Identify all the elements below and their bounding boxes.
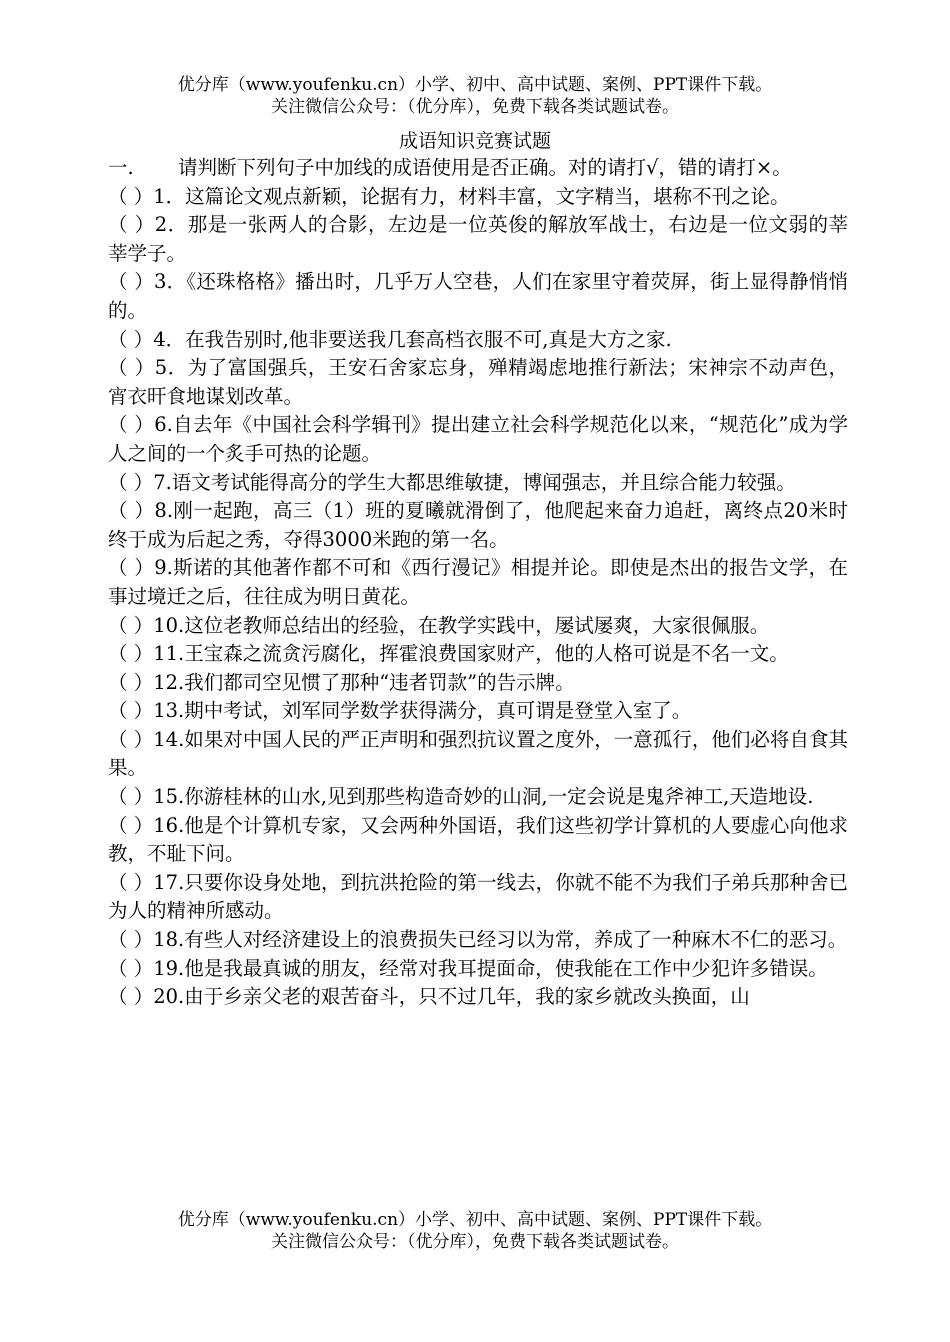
question-item-17: （ ）17.只要你设身处地，到抗洪抢险的第一线去，你就不能不为我们子弟兵那种舍已为人的精神所感动。 [108, 870, 848, 923]
page-footer [0, 1209, 950, 1253]
question-item-12: （ ）12.我们都司空见惯了那种“违者罚款”的告示牌。 [108, 670, 575, 694]
question-item-16: （ ）16.他是个计算机专家，又会两种外国语，我们这些初学计算机的人要虚心向他求教，不耻下问。 [108, 813, 848, 866]
question-item-2: （ ）2．那是一张两人的合影，左边是一位英俊的解放军战士，右边是一位文弱的莘莘学子。 [108, 213, 848, 265]
question-item-20: （ ）20.由于乡亲父老的艰苦奋斗，只不过几年，我的家乡就改头换面，山 [108, 985, 750, 1009]
footer-line-1: 优分库（www.youfenku.cn）小学、初中、高中试题、案例、PPT课件下载。 [177, 1210, 773, 1230]
question-item-11: （ ）11.王宝森之流贪污腐化，挥霍浪费国家财产，他的人格可说是不名一文。 [108, 642, 789, 666]
document-title: 成语知识竞赛试题 [398, 130, 551, 152]
question-item-10: （ ）10.这位老教师总结出的经验，在教学实践中，屡试屡爽，大家很佩服。 [108, 613, 770, 637]
question-item-15: （ ）15.你游桂林的山水,见到那些构造奇妙的山洞,一定会说是鬼斧神工,天造地设. [108, 785, 814, 809]
question-item-9: （ ）9.斯诺的其他著作都不可和《西行漫记》相提并论。即使是杰出的报告文学，在事过境迁之后，往往成为明日黄花。 [108, 556, 848, 608]
question-item-14: （ ）14.如果对中国人民的严正声明和强烈抗议置之度外，一意孤行，他们必将自食其果。 [108, 727, 848, 780]
question-item-7: （ ）7.语文考试能得高分的学生大都思维敏捷，博闻强志，并且综合能力较强。 [108, 470, 796, 494]
question-item-3: （ ）3．《还珠格格》播出时，几乎万人空巷，人们在家里守着荧屏，街上显得静悄悄的。 [108, 270, 848, 322]
question-item-5: （ ）5．为了富国强兵，王安石舍家忘身，殚精竭虑地推行新法；宋神宗不动声色，宵衣旰食地谋划改革。 [108, 356, 848, 408]
section-instruction [108, 154, 848, 183]
section-number: 一. [108, 156, 134, 179]
question-item-18: （ ）18.有些人对经济建设上的浪费损失已经习以为常，养成了一种麻木不仁的恶习。 [108, 928, 848, 952]
footer-line-2: 关注微信公众号：（优分库），免费下载各类试题试卷。 [271, 1232, 679, 1252]
page-header [0, 74, 950, 118]
document-body [108, 154, 848, 1012]
section-instruction-text: 请判断下列句子中加线的成语使用是否正确。对的请打√，错的请打×。 [178, 156, 792, 179]
question-item-1: （ ）1．这篇论文观点新颖，论据有力，材料丰富，文字精当，堪称不刊之论。 [108, 184, 790, 208]
header-line-2: 关注微信公众号：（优分库），免费下载各类试题试卷。 [271, 97, 679, 117]
question-item-8: （ ）8.刚一起跑，高三（1）班的夏曦就滑倒了，他爬起来奋力追赶，离终点20米时终于成为后起之秀，夺得3000米跑的第一名。 [108, 499, 848, 551]
question-item-4: （ ）4．在我告别时,他非要送我几套高档衣服不可,真是大方之家. [108, 327, 672, 351]
question-item-19: （ ）19.他是我最真诚的朋友，经常对我耳提面命，使我能在工作中少犯许多错误。 [108, 956, 828, 980]
header-line-1: 优分库（www.youfenku.cn）小学、初中、高中试题、案例、PPT课件下载。 [177, 75, 773, 95]
question-item-13: （ ）13.期中考试，刘军同学数学获得满分，真可谓是登堂入室了。 [108, 699, 692, 723]
question-item-6: （ ）6.自去年《中国社会科学辑刊》提出建立社会科学规范化以来，“规范化”成为学人之间的一个炙手可热的论题。 [108, 413, 848, 465]
